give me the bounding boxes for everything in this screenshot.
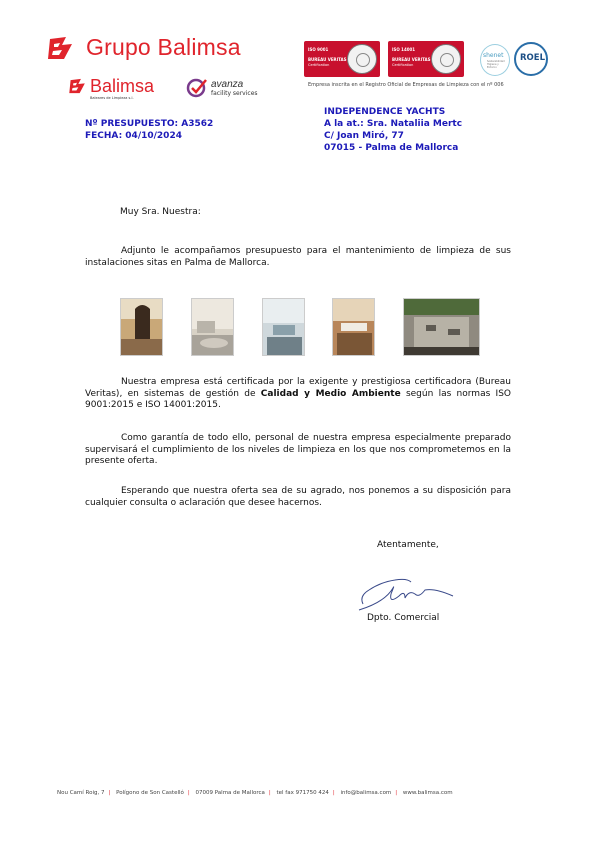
cert-org-label: BUREAU VERITAS: [308, 57, 347, 62]
photo-terrace: [403, 298, 480, 356]
recipient-city: 07015 - Palma de Mallorca: [324, 143, 459, 153]
paragraph-3: Como garantía de todo ello, personal de nuestra empresa especialmente preparado supervisará el cumplimiento de los niveles de limpieza en los que nos comprometemos en la presente oferta.: [85, 433, 511, 466]
recipient-company: INDEPENDENCE YACHTS: [324, 107, 446, 117]
paragraph-2: [85, 377, 511, 412]
roel-label: ROEL: [520, 53, 545, 63]
department: Dpto. Comercial: [367, 613, 440, 623]
sub-brand-tagline: Baleares de Limpieza s.l.: [90, 96, 134, 100]
budget-number: Nº PRESUPUESTO: A3562: [85, 119, 214, 129]
iso-14001-badge: [388, 41, 464, 77]
balimsa-small-mark-icon: [68, 77, 90, 95]
footer-city: 07009 Palma de Mallorca: [195, 790, 265, 796]
avanza-name: avanza: [211, 78, 244, 90]
shenet-sub-label: Sostenibilidad Higiene y Entorno: [487, 60, 505, 69]
footer-area: Polígono de Son Castelló: [116, 790, 184, 796]
paragraph-2-emphasis: Calidad y Medio Ambiente: [260, 388, 401, 399]
avanza-tagline: facility services: [211, 89, 258, 97]
bureau-veritas-seal-icon: [347, 44, 377, 74]
paragraph-4: Esperando que nuestra oferta sea de su agrado, nos ponemos a su disposición para cualquier consulta o aclaración que desee hacernos.: [85, 486, 511, 508]
photo-office: [332, 298, 375, 356]
balimsa-logo: [68, 76, 155, 100]
sub-brand-name: Balimsa: [90, 76, 155, 96]
handwritten-signature: [355, 566, 455, 616]
cert-org-label: BUREAU VERITAS: [392, 57, 431, 62]
footer-divider: |: [268, 790, 271, 796]
cert-sub-label: Certification: [392, 63, 414, 67]
footer-divider: |: [187, 790, 190, 796]
recipient-attention: A la at.: Sra. Nataliia Mertc: [324, 119, 463, 129]
recipient-street: C/ Joan Miró, 77: [324, 131, 404, 141]
avanza-check-icon: [186, 78, 208, 98]
footer: [57, 790, 537, 796]
brand-name: Grupo Balimsa: [86, 34, 241, 60]
shenet-label: shenet: [483, 52, 504, 59]
cert-iso-label: ISO 14001: [392, 47, 416, 52]
greeting: Muy Sra. Nuestra:: [120, 207, 201, 217]
paragraph-2-text-c: según las normas ISO 9001:2015 e ISO 14001:2015.: [85, 388, 511, 410]
footer-divider: |: [108, 790, 111, 796]
budget-date: FECHA: 04/10/2024: [85, 131, 182, 141]
registro-note: Empresa inscrita en el Registro Oficial de Empresas de Limpieza con el nº 006: [308, 82, 504, 88]
bureau-veritas-seal-icon: [431, 44, 461, 74]
grupo-balimsa-logo: [46, 34, 241, 61]
photo-dining-area: [262, 298, 305, 356]
photo-hallway: [120, 298, 163, 356]
avanza-logo: [186, 78, 258, 98]
footer-website[interactable]: www.balimsa.com: [402, 790, 453, 796]
paragraph-1: Adjunto le acompañamos presupuesto para el mantenimiento de limpieza de sus instalaciones sitas en Palma de Mallorca.: [85, 246, 511, 268]
closing: Atentamente,: [377, 540, 439, 550]
iso-9001-badge: [304, 41, 380, 77]
cert-iso-label: ISO 9001: [308, 47, 329, 52]
roel-badge: [514, 42, 548, 76]
shenet-badge: [480, 44, 510, 76]
footer-phone: tel fax 971750 424: [276, 790, 329, 796]
photo-living-room: [191, 298, 234, 356]
footer-email[interactable]: info@balimsa.com: [340, 790, 392, 796]
footer-divider: |: [332, 790, 335, 796]
cert-sub-label: Certification: [308, 63, 330, 67]
footer-divider: |: [395, 790, 398, 796]
paragraph-2-text-a: Nuestra empresa está certificada por la exigente y prestigiosa certificadora (Bureau Veritas), en sistemas de gestión de: [85, 377, 511, 399]
footer-address: Nou Camí Roig, 7: [57, 790, 105, 796]
balimsa-mark-icon: [46, 35, 80, 61]
